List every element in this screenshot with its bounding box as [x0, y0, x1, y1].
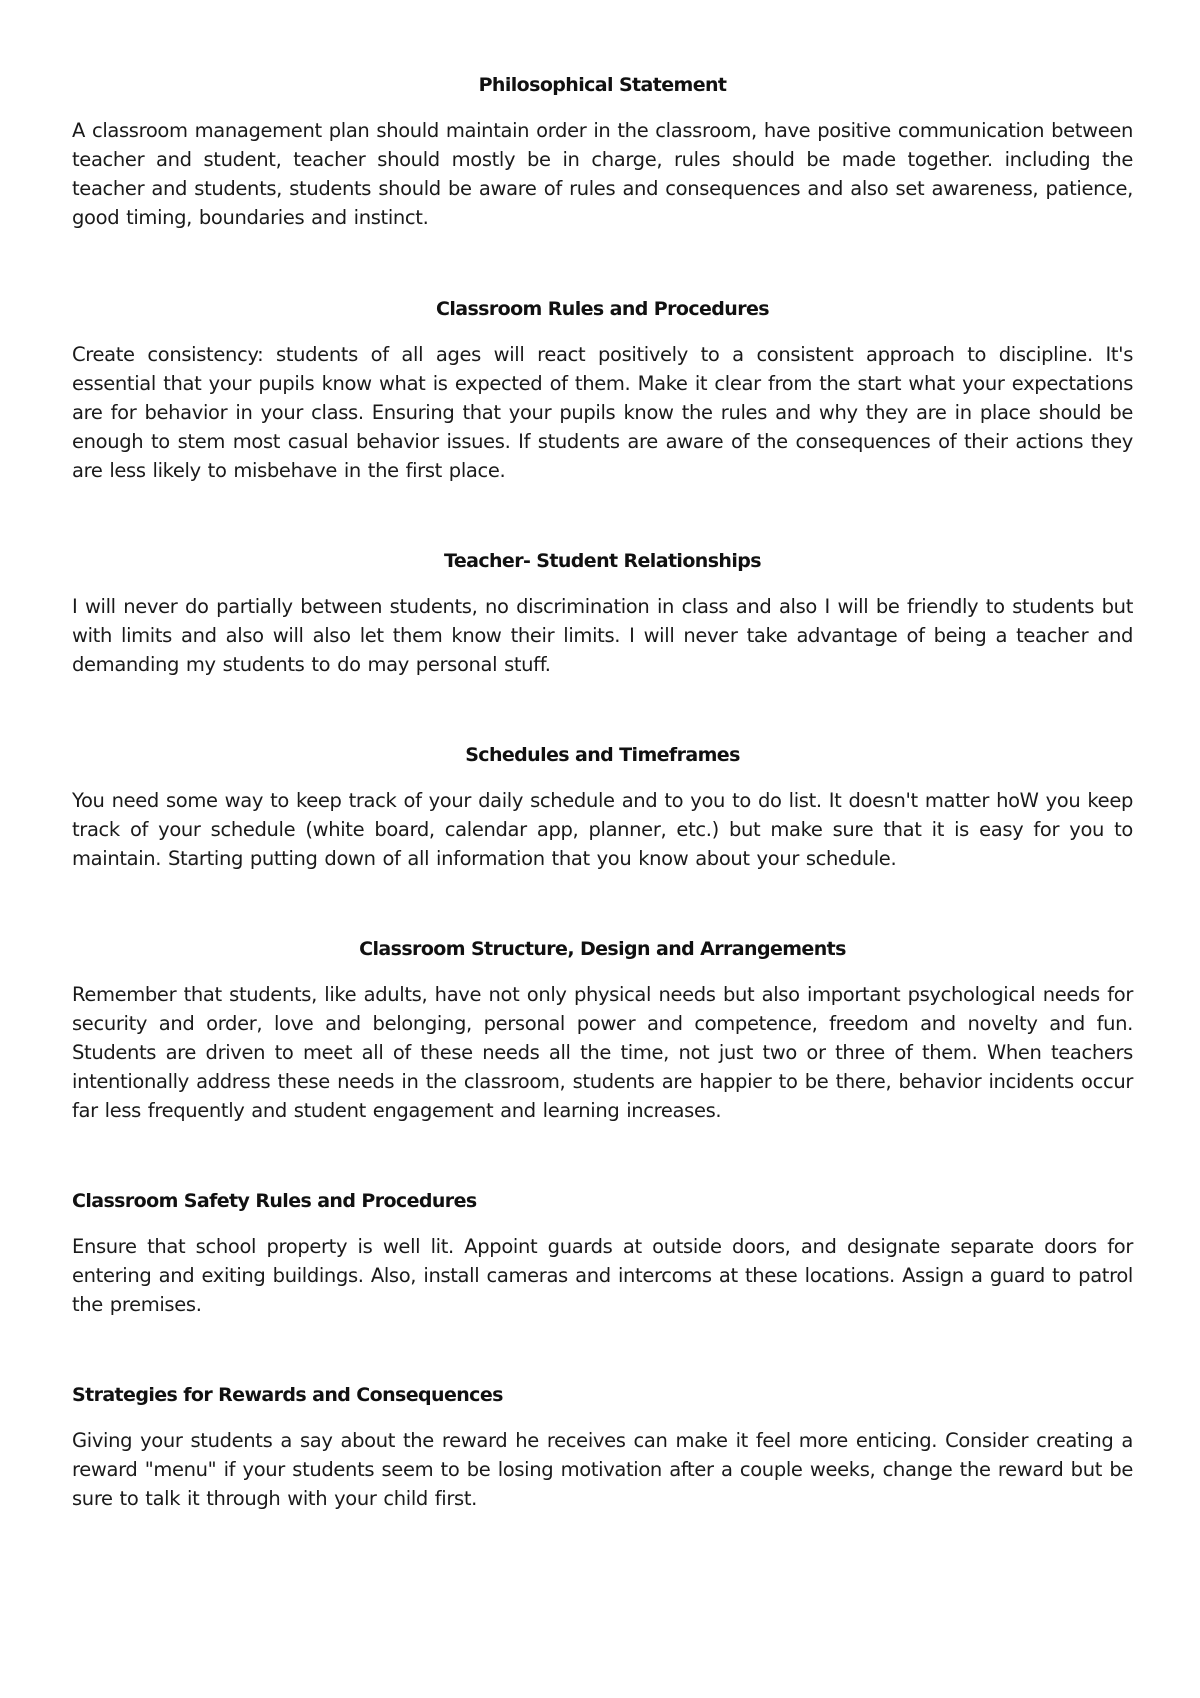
section-heading: Schedules and Timeframes: [465, 744, 740, 766]
section-classroom-rules: [72, 297, 1133, 485]
section-heading: Strategies for Rewards and Consequences: [72, 1384, 503, 1406]
section-classroom-safety: [72, 1189, 1133, 1319]
section-classroom-structure: [72, 937, 1133, 1125]
section-heading: Teacher- Student Relationships: [444, 550, 761, 572]
section-body: Giving your students a say about the reward he receives can make it feel more enticing. Consider creating a reward "menu" if your students seem to be losing motivation after a couple weeks, change the reward but be sure to talk it through with your child first.: [72, 1429, 1133, 1510]
section-body: I will never do partially between students, no discrimination in class and also I will be friendly to students but with limits and also will also let them know their limits. I will never take advantage of being a teacher and demanding my students to do may personal stuff.: [72, 595, 1133, 676]
section-body: Remember that students, like adults, have not only physical needs but also important psychological needs for security and order, love and belonging, personal power and competence, freedom and novelty and fun. Students are driven to meet all of these needs all the time, not just two or three of them. When teachers intentionally address these needs in the classroom, students are happier to be there, behavior incidents occur far less frequently and student engagement and learning increases.: [72, 983, 1133, 1122]
section-heading: Classroom Safety Rules and Procedures: [72, 1190, 477, 1212]
section-body: Ensure that school property is well lit. Appoint guards at outside doors, and designate separate doors for entering and exiting buildings. Also, install cameras and intercoms at these locations. Assign a guard to patrol the premises.: [72, 1235, 1133, 1316]
section-schedules-timeframes: [72, 743, 1133, 873]
section-philosophical-statement: [72, 73, 1133, 232]
section-heading: Classroom Rules and Procedures: [435, 298, 770, 320]
section-rewards-consequences: [72, 1383, 1133, 1513]
section-body: A classroom management plan should maintain order in the classroom, have positive communication between teacher and student, teacher should mostly be in charge, rules should be made together. including the teacher and students, students should be aware of rules and consequences and also set awareness, patience, good timing, boundaries and instinct.: [72, 119, 1133, 229]
section-teacher-student-relationships: [72, 549, 1133, 679]
section-heading: Philosophical Statement: [478, 74, 727, 96]
section-body: Create consistency: students of all ages will react positively to a consistent approach to discipline. It's essential that your pupils know what is expected of them. Make it clear from the start what your expectations are for behavior in your class. Ensuring that your pupils know the rules and why they are in place should be enough to stem most casual behavior issues. If students are aware of the consequences of their actions they are less likely to misbehave in the first place.: [72, 343, 1133, 482]
section-body: You need some way to keep track of your daily schedule and to you to do list. It doesn't matter hoW you keep track of your schedule (white board, calendar app, planner, etc.) but make sure that it is easy for you to maintain. Starting putting down of all information that you know about your schedule.: [72, 789, 1133, 870]
section-heading: Classroom Structure, Design and Arrangements: [359, 938, 846, 960]
